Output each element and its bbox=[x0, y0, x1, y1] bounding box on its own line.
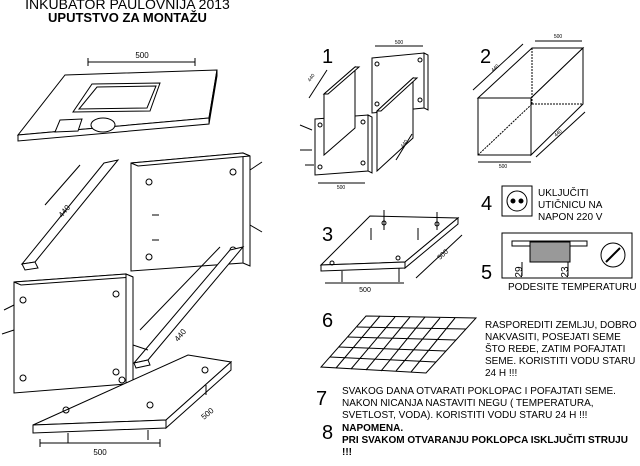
step-6-number: 6 bbox=[322, 310, 334, 332]
dim-s1-right: 440 bbox=[399, 138, 410, 150]
dim-s2-top: 500 bbox=[553, 34, 563, 40]
step-8-number: 8 bbox=[322, 422, 334, 444]
soil-grid bbox=[321, 316, 476, 373]
dim-s2-left: 440 bbox=[490, 63, 501, 74]
step3-drawing bbox=[321, 210, 462, 283]
dim-base-width: 500 bbox=[93, 448, 107, 457]
dim-s2-bottom: 500 bbox=[498, 164, 508, 170]
dim-s2-right: 440 bbox=[553, 128, 564, 139]
thermo-high-label: 23 bbox=[560, 266, 571, 278]
dim-top-width: 500 bbox=[135, 51, 149, 60]
step-8-heading: NAPOMENA. bbox=[342, 423, 404, 434]
step-6-text: RASPOREDITI ZEMLJU, DOBRO NAKVASITI, POSEJATI SEME ŠTO REĐE, ZATIM POFAJTATI SEME. KORISTITI VODU STARU 24 H !!! bbox=[485, 320, 637, 379]
step-7-text: SVAKOG DANA OTVARATI POKLOPAC I POFAJTATI SEME. NAKON NICANJA NASTAVITI NEGU ( TEMPERATURA, SVETLOST, VODA). KORISTITI VODU STARU 24 H !!! bbox=[342, 386, 616, 421]
dim-right-depth: 440 bbox=[172, 327, 189, 344]
step-3-number: 3 bbox=[322, 224, 334, 246]
dim-s3-bottom: 500 bbox=[359, 287, 371, 294]
step-5-number: 5 bbox=[481, 262, 493, 284]
step-4-number: 4 bbox=[481, 193, 493, 215]
page-title: INKUBATOR PAULOVNIJA 2013 bbox=[25, 0, 230, 12]
step-1-number: 1 bbox=[322, 46, 334, 68]
step-8-text: PRI SVAKOM OTVARANJU POKLOPCA ISKLJUČITI STRUJU !!! bbox=[342, 435, 628, 458]
back-panel bbox=[131, 153, 262, 271]
step1-drawing bbox=[300, 46, 428, 183]
dim-s1-top: 500 bbox=[394, 40, 404, 46]
front-panel bbox=[2, 274, 148, 393]
dim-side-depth: 440 bbox=[56, 203, 73, 220]
dim-s3-right: 500 bbox=[436, 248, 450, 262]
dim-s1-bottom: 500 bbox=[336, 185, 346, 191]
left-side-panel bbox=[22, 160, 118, 270]
thermo-low-label: 29 bbox=[514, 266, 525, 278]
step-5-text: PODESITE TEMPERATURU bbox=[508, 282, 637, 293]
lid-panel bbox=[18, 58, 217, 141]
page-subtitle: UPUTSTVO ZA MONTAŽU bbox=[48, 10, 207, 25]
socket-drawing bbox=[502, 186, 532, 216]
step-2-number: 2 bbox=[480, 46, 492, 68]
step-4-text: UKLJUČITI UTIČNICU NA NAPON 220 V bbox=[538, 188, 603, 223]
dim-s1-left: 440 bbox=[306, 72, 317, 84]
dim-base-depth: 500 bbox=[199, 406, 216, 422]
step-7-number: 7 bbox=[316, 388, 328, 410]
